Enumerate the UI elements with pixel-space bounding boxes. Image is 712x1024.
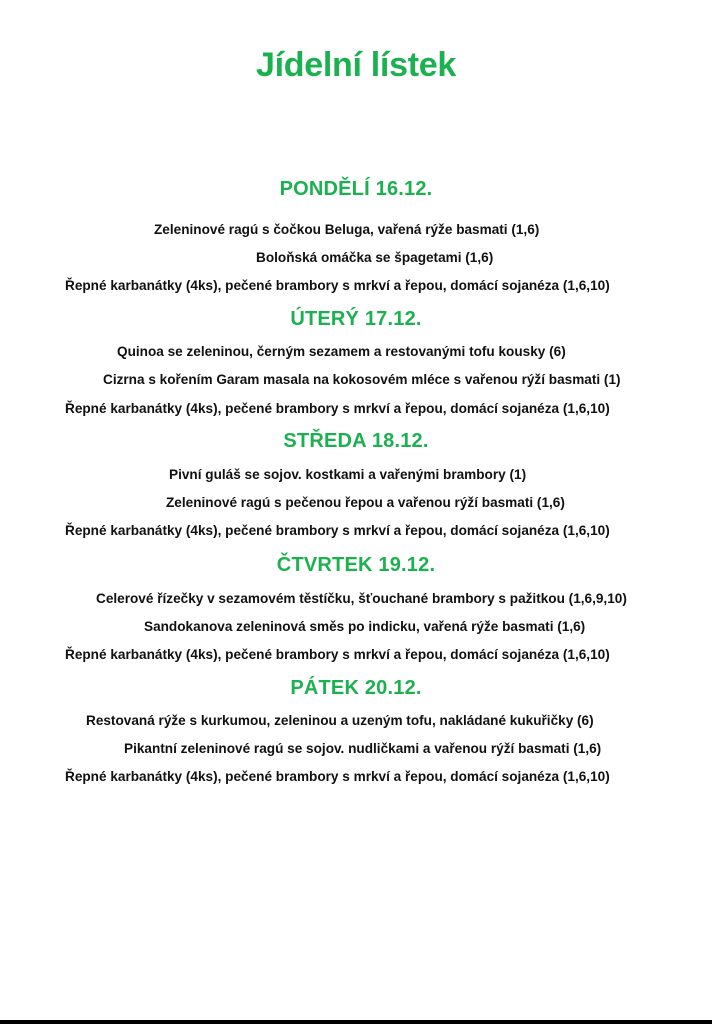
- day-heading-wednesday: STŘEDA 18.12.: [283, 430, 429, 452]
- menu-item: Řepné karbanátky (4ks), pečené brambory s mrkví a řepou, domácí sojanéza (1,6,10): [65, 769, 610, 784]
- day-heading-monday: PONDĚLÍ 16.12.: [279, 178, 433, 200]
- menu-item: Řepné karbanátky (4ks), pečené brambory s mrkví a řepou, domácí sojanéza (1,6,10): [65, 401, 610, 416]
- menu-item: Boloňská omáčka se špagetami (1,6): [256, 250, 494, 265]
- menu-item: Cizrna s kořením Garam masala na kokosovém mléce s vařenou rýží basmati (1): [103, 372, 621, 387]
- menu-item: Celerové řízečky v sezamovém těstíčku, šťouchané brambory s pažitkou (1,6,9,10): [96, 591, 627, 606]
- page-title: Jídelní lístek: [256, 46, 456, 84]
- menu-item: Zeleninové ragú s čočkou Beluga, vařená rýže basmati (1,6): [154, 222, 540, 237]
- menu-item: Quinoa se zeleninou, černým sezamem a restovanými tofu kousky (6): [117, 344, 566, 359]
- menu-item: Restovaná rýže s kurkumou, zeleninou a uzeným tofu, nakládané kukuřičky (6): [86, 713, 594, 728]
- menu-item: Pikantní zeleninové ragú se sojov. nudličkami a vařenou rýží basmati (1,6): [124, 741, 602, 756]
- menu-item: Řepné karbanátky (4ks), pečené brambory s mrkví a řepou, domácí sojanéza (1,6,10): [65, 523, 610, 538]
- bottom-edge-bar: [0, 1020, 712, 1024]
- menu-item: Pivní guláš se sojov. kostkami a vařenými brambory (1): [169, 467, 527, 482]
- menu-item: Sandokanova zeleninová směs po indicku, vařená rýže basmati (1,6): [144, 619, 586, 634]
- day-heading-thursday: ČTVRTEK 19.12.: [276, 554, 436, 576]
- day-heading-friday: PÁTEK 20.12.: [290, 677, 422, 699]
- menu-item: Zeleninové ragú s pečenou řepou a vařenou rýží basmati (1,6): [166, 495, 565, 510]
- menu-item: Řepné karbanátky (4ks), pečené brambory s mrkví a řepou, domácí sojanéza (1,6,10): [65, 278, 610, 293]
- menu-item: Řepné karbanátky (4ks), pečené brambory s mrkví a řepou, domácí sojanéza (1,6,10): [65, 647, 610, 662]
- day-heading-tuesday: ÚTERÝ 17.12.: [290, 308, 422, 330]
